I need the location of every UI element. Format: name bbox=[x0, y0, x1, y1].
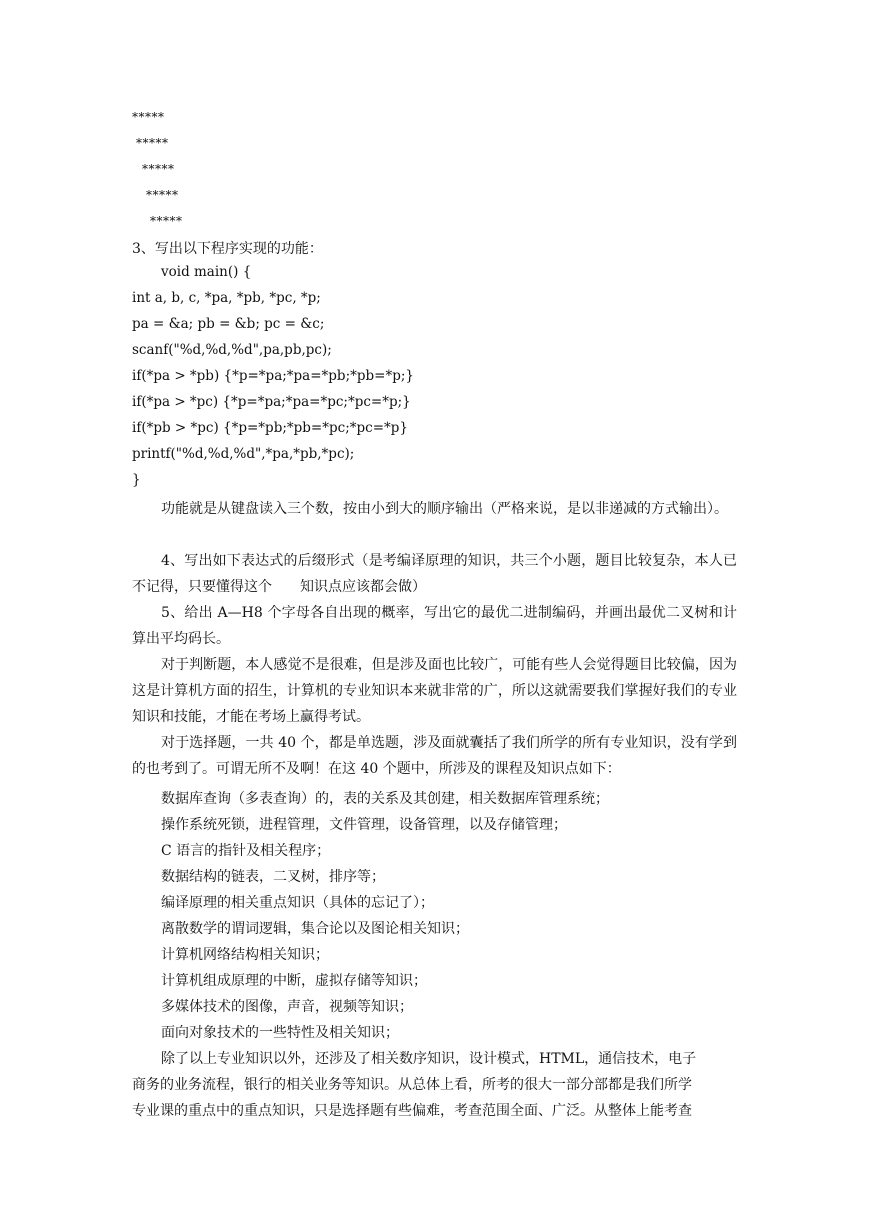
topic-item-1: 数据库查询（多表查询）的，表的关系及其创建，相关数据库管理系统； bbox=[161, 791, 609, 807]
topic-item-2: 操作系统死锁，进程管理，文件管理，设备管理，以及存储管理； bbox=[161, 817, 567, 833]
topic-item-6: 离散数学的谓词逻辑，集合论以及图论相关知识； bbox=[161, 921, 469, 937]
star-row-3: ***** bbox=[142, 162, 175, 176]
star-row-5: ***** bbox=[150, 214, 183, 228]
answer-paragraph: 功能就是从键盘读入三个数，按由小到大的顺序输出（严格来说，是以非递减的方式输出）。 bbox=[161, 501, 728, 517]
closing-line-3: 专业课的重点中的重点知识，只是选择题有些偏难，考查范围全面、广泛。从整体上能考查 bbox=[132, 1103, 692, 1119]
code-line-4: scanf("%d,%d,%d",pa,pb,pc); bbox=[132, 342, 332, 358]
closing-line-1: 除了以上专业知识以外，还涉及了相关数序知识，设计模式，HTML，通信技术，电子 bbox=[161, 1051, 697, 1067]
closing-line-2: 商务的业务流程，银行的相关业务等知识。从总体上看，所考的很大一部分部都是我们所学 bbox=[132, 1077, 692, 1093]
topic-item-8: 计算机组成原理的中断，虚拟存储等知识； bbox=[161, 973, 427, 989]
code-line-2: int a, b, c, *pa, *pb, *pc, *p; bbox=[132, 290, 321, 306]
topic-item-3: C 语言的指针及相关程序； bbox=[161, 843, 331, 859]
code-line-3: pa = &a; pb = &b; pc = &c; bbox=[132, 316, 325, 332]
judgment-paragraph: 对于判断题，本人感觉不是很难，但是涉及面也比较广，可能有些人会觉得题目比较偏，因为这是计算机方面的招生，计算机的专业知识本来就非常的广，所以这就需要我们掌握好我们的专业知识和技能，才能在考场上赢得考试。 bbox=[132, 657, 737, 725]
topic-item-9: 多媒体技术的图像，声音，视频等知识； bbox=[161, 999, 413, 1015]
topic-item-4: 数据结构的链表，二叉树，排序等； bbox=[161, 869, 385, 885]
star-row-2: ***** bbox=[136, 136, 169, 150]
code-line-6: if(*pa > *pc) {*p=*pa;*pa=*pc;*pc=*p;} bbox=[132, 394, 411, 410]
topic-item-7: 计算机网络结构相关知识； bbox=[161, 947, 329, 963]
code-line-8: printf("%d,%d,%d",*pa,*pb,*pc); bbox=[132, 446, 355, 462]
star-row-4: ***** bbox=[146, 188, 179, 202]
code-line-7: if(*pb > *pc) {*p=*pb;*pb=*pc;*pc=*p} bbox=[132, 420, 408, 436]
topic-item-5: 编译原理的相关重点知识（具体的忘记了）； bbox=[161, 895, 434, 911]
choice-paragraph: 对于选择题，一共 40 个，都是单选题，涉及面就囊括了我们所学的所有专业知识，没有学到的也考到了。可谓无所不及啊！在这 40 个题中，所涉及的课程及知识点如下： bbox=[132, 735, 737, 777]
code-line-1: void main() { bbox=[161, 264, 252, 280]
question-5-paragraph: 5、给出 A—H8 个字母各自出现的概率，写出它的最优二进制编码，并画出最优二叉树和计算出平均码长。 bbox=[132, 605, 737, 647]
code-line-9: } bbox=[132, 472, 141, 488]
topic-item-10: 面向对象技术的一些特性及相关知识； bbox=[161, 1025, 399, 1041]
star-row-1: ***** bbox=[132, 110, 165, 124]
question-3-title: 3、写出以下程序实现的功能： bbox=[132, 241, 323, 257]
code-line-5: if(*pa > *pb) {*p=*pa;*pa=*pb;*pb=*p;} bbox=[132, 368, 414, 384]
question-4-paragraph: 4、写出如下表达式的后缀形式（是考编译原理的知识，共三个小题，题目比较复杂，本人已不记得，只要懂得这个 知识点应该都会做） bbox=[132, 553, 737, 595]
